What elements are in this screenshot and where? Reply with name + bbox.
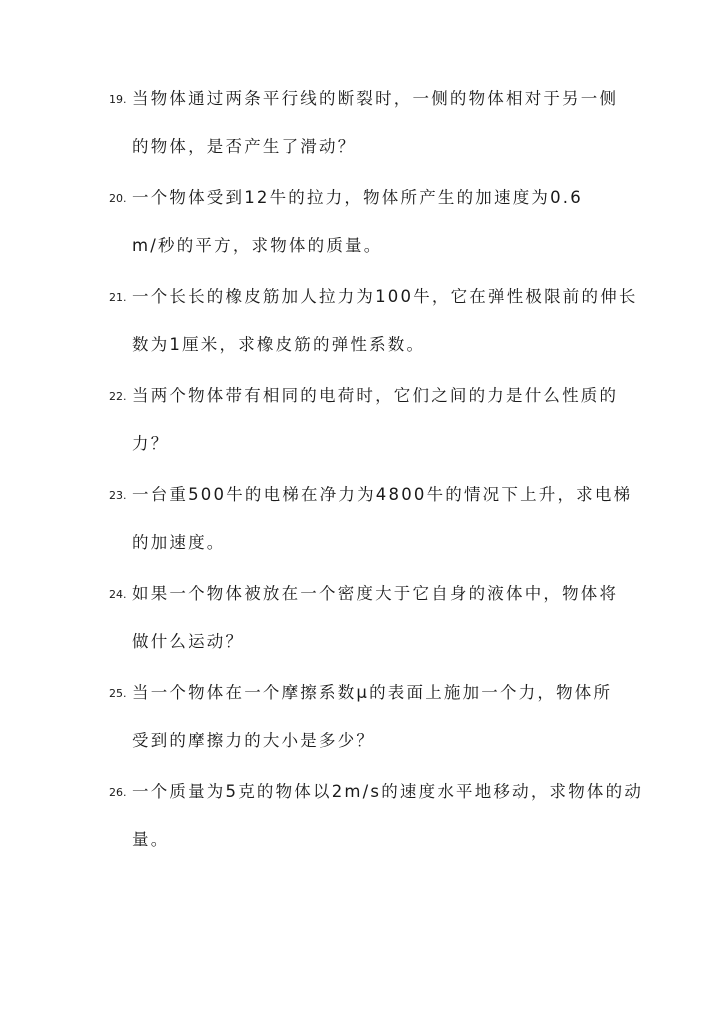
question-text-line-2: 数为1厘米，求橡皮筋的弹性系数。 — [132, 335, 426, 354]
question-text-line-2: 做什么运动？ — [132, 632, 245, 651]
question-text-line-1: 一个物体受到12牛的拉力，物体所产生的加速度为0.6 — [132, 188, 583, 207]
question-number: 20. — [109, 192, 127, 205]
question-text-line-1: 当物体通过两条平行线的断裂时，一侧的物体相对于另一侧 — [132, 89, 619, 108]
question-number: 26. — [109, 786, 127, 799]
question-number: 21. — [109, 291, 127, 304]
question-text-line-1: 一台重500牛的电梯在净力为4800牛的情况下上升，求电梯 — [132, 485, 633, 504]
question-number: 19. — [109, 93, 127, 106]
question-text-line-1: 当一个物体在一个摩擦系数μ的表面上施加一个力，物体所 — [132, 683, 613, 702]
question-text-line-1: 一个质量为5克的物体以2m/s的速度水平地移动，求物体的动 — [132, 782, 644, 801]
question-text-line-2: 的物体，是否产生了滑动？ — [132, 137, 357, 156]
question-text-line-2: 的加速度。 — [132, 533, 226, 552]
question-text-line-2: 量。 — [132, 830, 170, 849]
question-number: 23. — [109, 489, 127, 502]
question-text-line-2: m/秒的平方，求物体的质量。 — [132, 236, 383, 255]
question-number: 22. — [109, 390, 127, 403]
question-number: 25. — [109, 687, 127, 700]
question-number: 24. — [109, 588, 127, 601]
question-text-line-1: 当两个物体带有相同的电荷时，它们之间的力是什么性质的 — [132, 386, 619, 405]
question-text-line-1: 一个长长的橡皮筋加人拉力为100牛，它在弹性极限前的伸长 — [132, 287, 638, 306]
question-text-line-2: 力？ — [132, 434, 170, 453]
question-text-line-1: 如果一个物体被放在一个密度大于它自身的液体中，物体将 — [132, 584, 619, 603]
question-text-line-2: 受到的摩擦力的大小是多少？ — [132, 731, 376, 750]
